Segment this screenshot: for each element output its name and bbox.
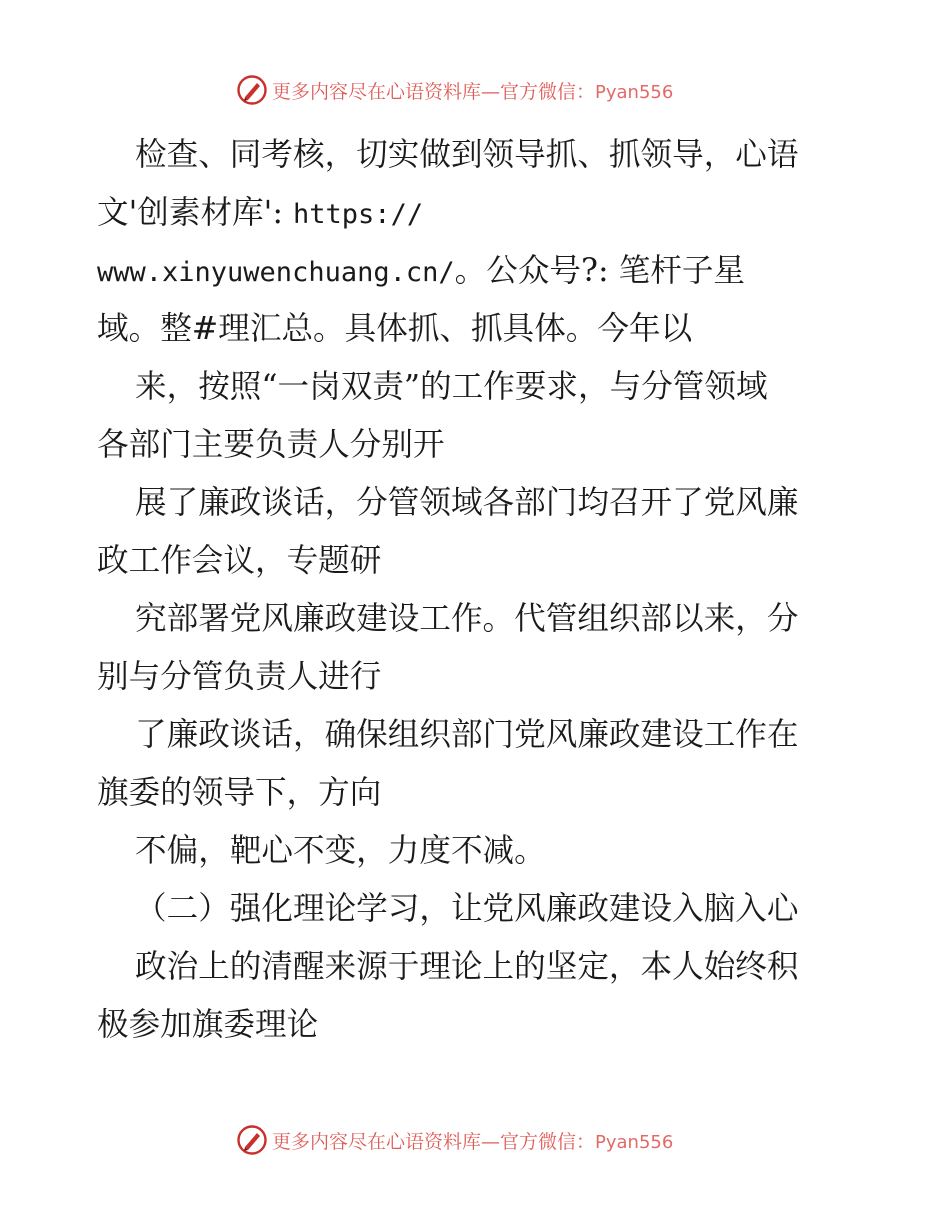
text-line: 别与分管负责人进行: [97, 659, 382, 695]
text-line: 了廉政谈话，确保组织部门党风廉政建设工作在: [135, 717, 799, 753]
text-line: 旗委的领导下，方向: [97, 775, 382, 811]
text-line: 不偏，靶心不变，力度不减。: [135, 833, 546, 869]
header-banner: [236, 72, 673, 108]
banner-text: 更多内容尽在心语资料库—官方微信：Pyan556: [272, 80, 674, 103]
text-line: 各部门主要负责人分别开: [97, 427, 445, 463]
text-line: 展了廉政谈话，分管领域各部门均召开了党风廉: [135, 485, 799, 521]
text-line: 究部署党风廉政建设工作。代管组织部以来，分: [135, 601, 799, 637]
pen-logo-icon: [236, 74, 268, 106]
text-line: 域。整#理汇总。具体抓、抓具体。今年以: [97, 311, 693, 347]
text-line: 政治上的清醒来源于理论上的坚定，本人始终积: [135, 949, 799, 985]
text-line: 极参加旗委理论: [97, 1007, 319, 1043]
text-line: 来，按照“一岗双责”的工作要求，与分管领域: [135, 369, 768, 405]
text-line: 政工作会议，专题研: [97, 543, 382, 579]
text-line: （二）强化理论学习，让党风廉政建设入脑入心: [135, 891, 799, 927]
text-line: 检查、同考核，切实做到领导抓、抓领导，心语: [135, 137, 799, 173]
text-line: 文'创素材库': https://: [97, 195, 424, 231]
banner-text: 更多内容尽在心语资料库—官方微信：Pyan556: [272, 1130, 674, 1153]
pen-logo-icon: [236, 1124, 268, 1156]
footer-banner: [236, 1122, 673, 1158]
document-body: [97, 126, 852, 1054]
text-line: www.xinyuwenchuang.cn/。公众号?: 笔杆子星: [97, 253, 746, 289]
